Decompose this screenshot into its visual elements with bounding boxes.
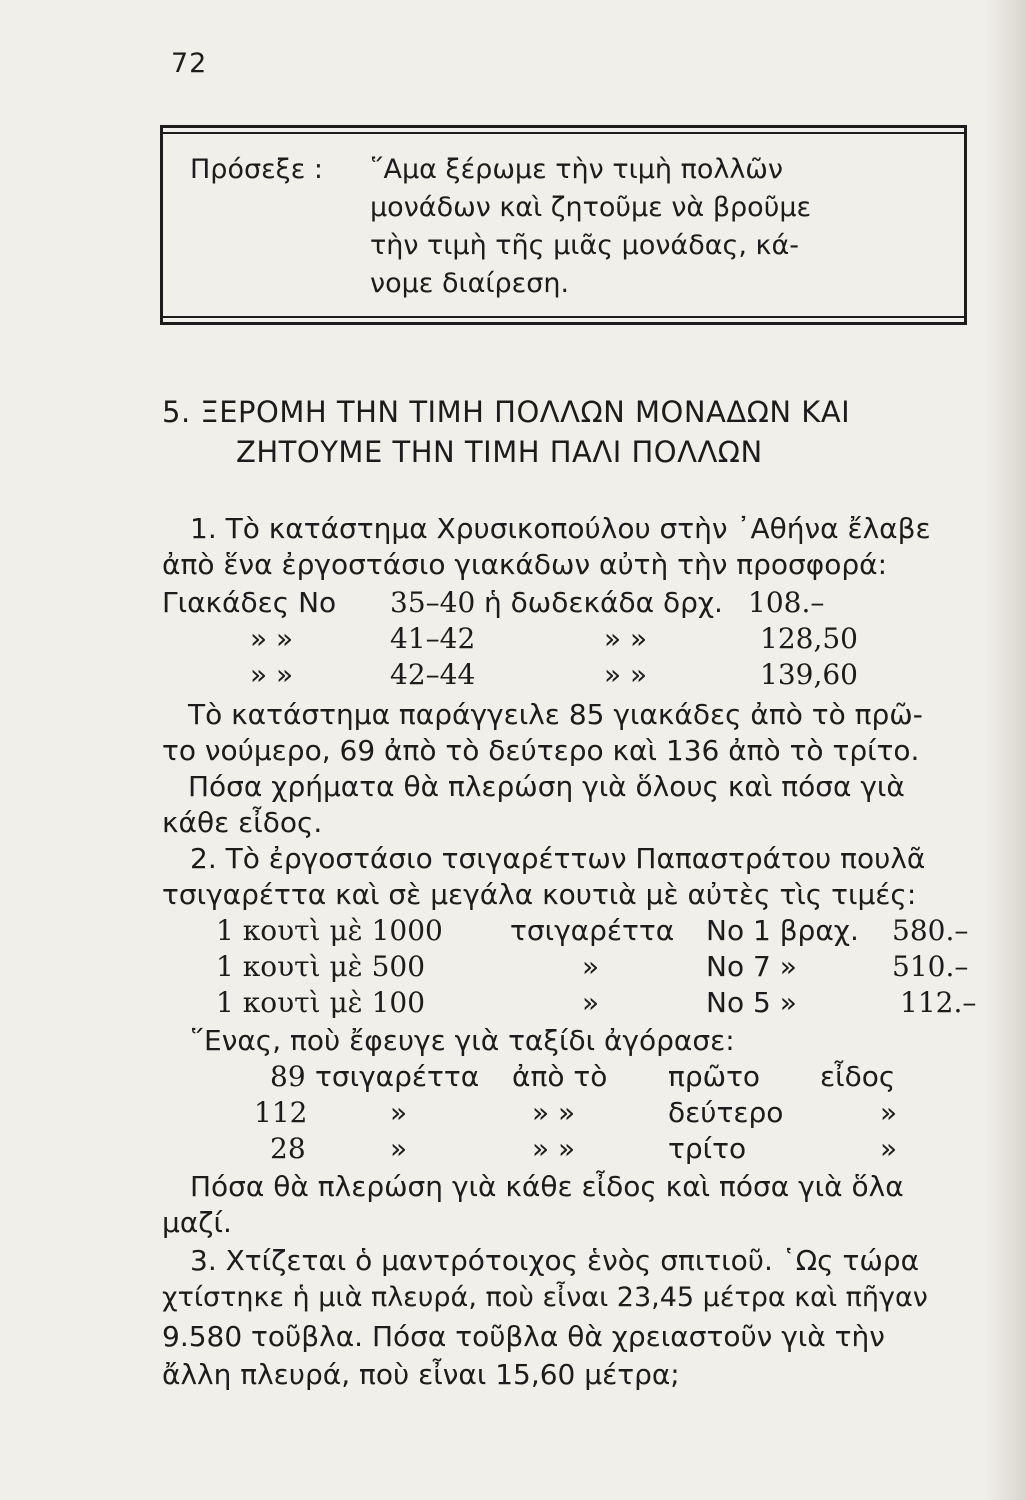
note-line: νομε διαίρεση.: [370, 268, 570, 299]
offer-row-size: 42–44: [390, 658, 476, 691]
purchase-item: »: [390, 1132, 408, 1165]
note-box-bottom-rule: [160, 322, 967, 325]
note-box-top-rule: [160, 125, 967, 128]
offer-row-size: 41–42: [390, 622, 476, 655]
problem2-question-line: μαζί.: [162, 1206, 232, 1239]
purchase-qty: 28: [270, 1132, 306, 1165]
purchase-kind: εἶδος: [820, 1060, 896, 1093]
purchase-ordinal: τρίτο: [668, 1132, 747, 1165]
box-row-price: 510.–: [892, 950, 969, 983]
problem3-line: 3. Χτίζεται ὁ μαντρότοιχος ἑνὸς σπιτιοῦ. ῾Ως τώρα: [190, 1244, 920, 1277]
note-line: ῞Αμα ξέρωμε τὴν τιμὴ πολλῶν: [370, 154, 784, 185]
purchase-item: »: [390, 1096, 408, 1129]
purchase-qty: 112: [254, 1096, 308, 1129]
box-row-price: 112.–: [900, 986, 977, 1019]
box-row-item: »: [582, 986, 600, 1019]
offer-row-size: 35–40: [390, 586, 476, 619]
purchase-from: ἀπὸ τὸ: [512, 1060, 608, 1093]
purchase-item: τσιγαρέττα: [315, 1060, 480, 1093]
buyer-line: ῞Ενας, ποὺ ἔφευγε γιὰ ταξίδι ἀγόρασε:: [190, 1024, 735, 1057]
problem3-line: ἄλλη πλευρά, ποὺ εἶναι 15,60 μέτρα;: [162, 1358, 680, 1391]
note-line: μονάδων καὶ ζητοῦμε νὰ βροῦμε: [370, 192, 812, 223]
problem1-text-line: Πόσα χρήματα θὰ πλερώση γιὰ ὅλους καὶ πόσα γιὰ: [188, 770, 905, 803]
purchase-kind: »: [880, 1132, 898, 1165]
offer-row-price: 128,50: [760, 622, 858, 655]
offer-row-label: » »: [250, 622, 294, 655]
purchase-from: » »: [532, 1096, 576, 1129]
box-row-brand: Νο 1 βραχ.: [706, 914, 859, 947]
problem1-intro-line: 1. Τὸ κατάστημα Χρυσικοπούλου στὴν ᾿Αθήνα ἔλαβε: [190, 512, 931, 545]
problem3-line: χτίστηκε ἡ μιὰ πλευρά, ποὺ εἶναι 23,45 μέτρα καὶ πῆγαν: [162, 1282, 928, 1313]
box-row-qty: 1 κουτὶ μὲ 500: [216, 950, 426, 983]
purchase-from: » »: [532, 1132, 576, 1165]
offer-row-label: » »: [250, 658, 294, 691]
problem1-text-line: Τὸ κατάστημα παράγγειλε 85 γιακάδες ἀπὸ τὸ πρῶ-: [188, 698, 923, 731]
offer-row-unit: ἡ δωδεκάδα δρχ.: [484, 586, 723, 619]
page-edge-shadow: [985, 0, 1025, 1500]
note-line: τὴν τιμὴ τῆς μιᾶς μονάδας, κά-: [370, 230, 799, 261]
purchase-kind: »: [880, 1096, 898, 1129]
purchase-ordinal: δεύτερο: [668, 1096, 784, 1129]
page-number: 72: [171, 48, 208, 79]
purchase-ordinal: πρῶτο: [668, 1060, 761, 1093]
problem1-text-line: κάθε εἶδος.: [162, 806, 323, 839]
box-row-item: »: [582, 950, 600, 983]
problem2-question-line: Πόσα θὰ πλερώση γιὰ κάθε εἶδος καὶ πόσα γιὰ ὅλα: [190, 1170, 904, 1203]
box-row-qty: 1 κουτὶ μὲ 100: [216, 986, 426, 1019]
offer-row-unit: » »: [604, 658, 648, 691]
box-row-item: τσιγαρέττα: [510, 914, 675, 947]
problem2-intro-line: 2. Τὸ ἐργοστάσιο τσιγαρέττων Παπαστράτου πουλᾶ: [190, 842, 926, 875]
box-row-qty: 1 κουτὶ μὲ 1000: [216, 914, 443, 947]
section-heading-line1: 5. ΞΕΡΟΜΗ ΤΗΝ ΤΙΜΗ ΠΟΛΛΩΝ ΜΟΝΑΔΩΝ ΚΑΙ: [162, 395, 851, 429]
box-row-brand: Νο 5 »: [706, 986, 797, 1019]
problem2-intro-line: τσιγαρέττα καὶ σὲ μεγάλα κουτιὰ μὲ αὐτὲς τὶς τιμές:: [162, 878, 917, 911]
offer-row-price: 139,60: [760, 658, 858, 691]
offer-row-label: Γιακάδες Νο: [162, 586, 337, 619]
note-box-bottom-inner-rule: [160, 316, 967, 318]
problem1-text-line: το νούμερο, 69 ἀπὸ τὸ δεύτερο καὶ 136 ἀπὸ τὸ τρίτο.: [162, 734, 920, 767]
offer-row-unit: » »: [604, 622, 648, 655]
offer-row-price: 108.–: [748, 586, 825, 619]
note-box-top-inner-rule: [160, 132, 967, 134]
note-label: Πρόσεξε :: [190, 154, 323, 185]
problem3-line: 9.580 τοῦβλα. Πόσα τοῦβλα θὰ χρειαστοῦν γιὰ τὴν: [162, 1320, 885, 1353]
box-row-brand: Νο 7 »: [706, 950, 797, 983]
problem1-intro-line: ἀπὸ ἕνα ἐργοστάσιο γιακάδων αὐτὴ τὴν προσφορά:: [162, 548, 888, 581]
purchase-qty: 89: [270, 1060, 306, 1093]
section-heading-line2: ΖΗΤΟΥΜΕ ΤΗΝ ΤΙΜΗ ΠΑΛΙ ΠΟΛΛΩΝ: [236, 435, 763, 469]
box-row-price: 580.–: [892, 914, 969, 947]
